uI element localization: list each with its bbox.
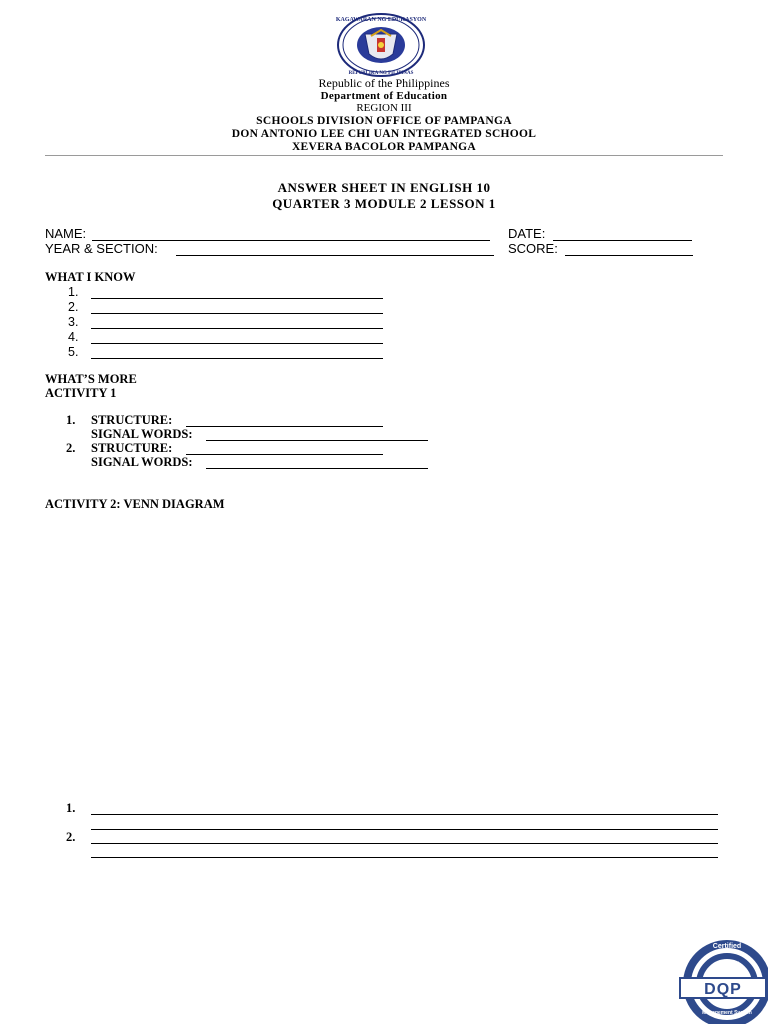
wik-number-5: 5. bbox=[68, 345, 79, 359]
activity-2-heading: ACTIVITY 2: VENN DIAGRAM bbox=[45, 497, 225, 511]
svg-text:DQP: DQP bbox=[704, 981, 742, 998]
activity1-structure-label-1: STRUCTURE: bbox=[91, 413, 173, 427]
cert-text-1: Certified bbox=[712, 943, 742, 950]
wik-answer-3[interactable] bbox=[91, 328, 383, 329]
activity1-structure-label-2: STRUCTURE: bbox=[91, 441, 173, 455]
score-label: SCORE: bbox=[508, 241, 558, 256]
header-school: DON ANTONIO LEE CHI UAN INTEGRATED SCHOOL bbox=[231, 128, 537, 140]
final-number-1: 1. bbox=[66, 801, 76, 815]
what-i-know-heading: WHAT I KNOW bbox=[45, 270, 136, 284]
final-answer-2-line-1[interactable] bbox=[91, 843, 718, 844]
wik-number-2: 2. bbox=[68, 300, 79, 314]
final-answer-1-line-2[interactable] bbox=[91, 829, 718, 830]
cert-text-2: Certified bbox=[714, 962, 740, 968]
whats-more-heading: WHAT’S MORE bbox=[45, 372, 137, 386]
year-section-field[interactable] bbox=[176, 255, 494, 256]
header-division: SCHOOLS DIVISION OFFICE OF PAMPANGA bbox=[256, 115, 512, 127]
activity1-structure-field-2[interactable] bbox=[186, 454, 383, 455]
activity1-number-1: 1. bbox=[66, 413, 76, 427]
final-answer-1-line-1[interactable] bbox=[91, 814, 718, 815]
wik-answer-1[interactable] bbox=[91, 298, 383, 299]
date-label: DATE: bbox=[508, 226, 546, 241]
certification-badge bbox=[677, 934, 768, 1024]
final-number-2: 2. bbox=[66, 830, 76, 844]
date-field[interactable] bbox=[553, 240, 692, 241]
activity1-signal-label-1: SIGNAL WORDS: bbox=[91, 427, 193, 441]
activity1-number-2: 2. bbox=[66, 441, 76, 455]
seal-text-bottom: REPUBLIKA NG PILIPINAS bbox=[348, 71, 414, 76]
wik-answer-5[interactable] bbox=[91, 358, 383, 359]
score-field[interactable] bbox=[565, 255, 693, 256]
sheet-title: ANSWER SHEET IN ENGLISH 10 bbox=[277, 180, 491, 195]
seal-text-top: KAGAWARAN NG EDUKASYON bbox=[335, 17, 427, 23]
activity1-signal-label-2: SIGNAL WORDS: bbox=[91, 455, 193, 469]
header-address: XEVERA BACOLOR PAMPANGA bbox=[291, 141, 477, 153]
header-region: REGION III bbox=[356, 102, 412, 114]
deped-seal bbox=[335, 12, 427, 78]
header-divider bbox=[45, 155, 723, 156]
wik-number-4: 4. bbox=[68, 330, 79, 344]
header-republic: Republic of the Philippines bbox=[318, 76, 450, 90]
year-section-label: YEAR & SECTION: bbox=[45, 241, 158, 256]
wik-answer-2[interactable] bbox=[91, 313, 383, 314]
header-department: Department of Education bbox=[320, 90, 448, 102]
sheet-subtitle: QUARTER 3 MODULE 2 LESSON 1 bbox=[272, 196, 496, 211]
wik-number-3: 3. bbox=[68, 315, 79, 329]
activity1-signal-field-2[interactable] bbox=[206, 468, 428, 469]
final-answer-2-line-2[interactable] bbox=[91, 857, 718, 858]
cert-text-3: Management System bbox=[702, 1010, 752, 1016]
activity1-signal-field-1[interactable] bbox=[206, 440, 428, 441]
venn-diagram-area[interactable] bbox=[45, 520, 723, 790]
activity1-structure-field-1[interactable] bbox=[186, 426, 383, 427]
wik-answer-4[interactable] bbox=[91, 343, 383, 344]
wik-number-1: 1. bbox=[68, 285, 79, 299]
activity-1-heading: ACTIVITY 1 bbox=[45, 386, 117, 400]
name-label: NAME: bbox=[45, 226, 87, 241]
